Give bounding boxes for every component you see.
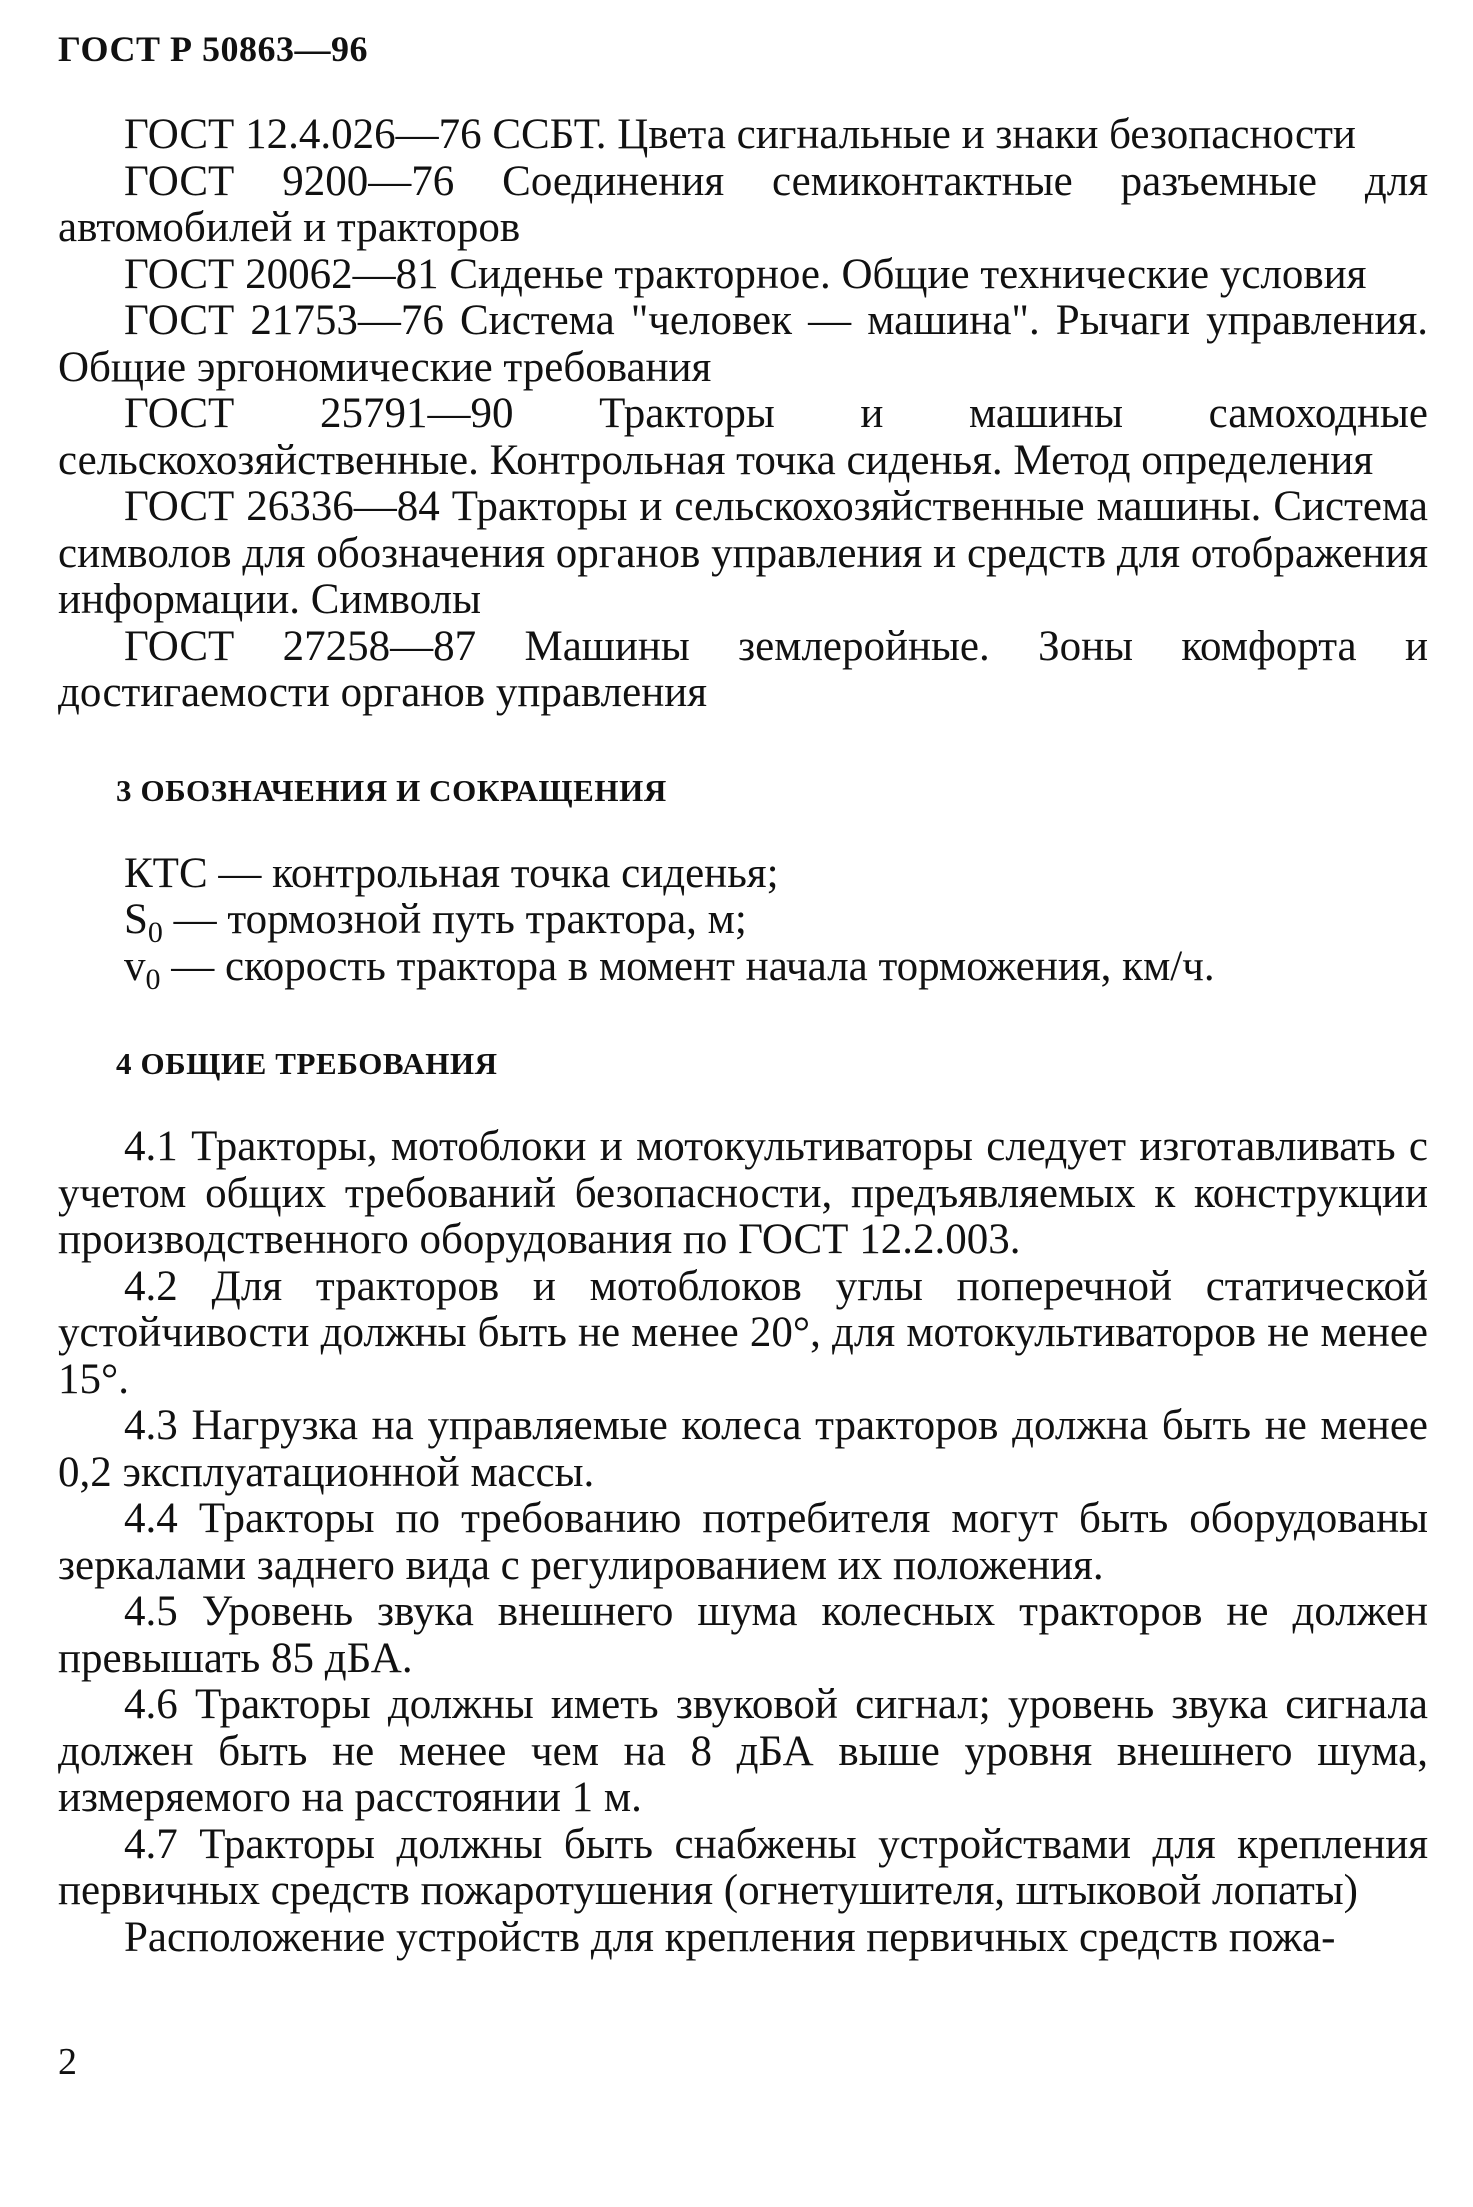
reference-item: ГОСТ 20062—81 Сиденье тракторное. Общие технические условия [124,250,1367,298]
page-number: 2 [58,2041,77,2083]
reference-item: ГОСТ 25791—90 Тракторы и машины самоходные сельскохозяйственные. Контрольная точка сиденья. Метод определения [58,390,1428,484]
clause-paragraph: 4.7 Тракторы должны быть снабжены устройствами для крепления первичных средств пожаротушения (огнетушителя, штыковой лопаты) [58,1820,1428,1914]
abbreviation-item [58,942,1428,996]
abbreviation-item [58,896,1428,949]
abbreviation-definition: — скорость трактора в момент начала торможения, км/ч. [160,942,1215,990]
clause-paragraph: 4.3 Нагрузка на управляемые колеса тракторов должна быть не менее 0,2 эксплуатационной массы. [58,1402,1428,1496]
abbreviation-subscript: 0 [147,916,163,949]
abbreviation-definition: — контрольная точка сиденья; [207,849,779,897]
clause-paragraph: 4.4 Тракторы по требованию потребителя могут быть оборудованы зеркалами заднего вида с регулированием их положения. [58,1495,1428,1589]
reference-item: ГОСТ 12.4.026—76 ССБТ. Цвета сигнальные и знаки безопасности [124,111,1356,158]
abbreviation-subscript: 0 [145,962,161,996]
reference-item: ГОСТ 26336—84 Тракторы и сельскохозяйственные машины. Система символов для обозначения органов управления и средств для отображения информации. Символы [58,483,1428,623]
reference-item: ГОСТ 9200—76 Соединения семиконтактные разъемные для автомобилей и тракторов [58,157,1428,251]
abbreviation-symbol: КТС [124,849,208,897]
body-text [58,112,1428,1961]
abbreviation-list [58,849,1428,996]
section-4-heading: 4 ОБЩИЕ ТРЕБОВАНИЯ [116,1046,498,1081]
abbreviation-item [58,851,1428,898]
clause-paragraph: Расположение устройств для крепления первичных средств пожа- [124,1913,1336,1961]
abbreviation-symbol: v [124,942,146,990]
reference-item: ГОСТ 27258—87 Машины землеройные. Зоны комфорта и достигаемости органов управления [58,622,1428,716]
abbreviation-symbol: S [124,896,148,943]
clause-paragraph: 4.6 Тракторы должны иметь звуковой сигнал; уровень звука сигнала должен быть не менее чем на 8 дБА выше уровня внешнего шума, измеряемого на расстоянии 1 м. [58,1681,1428,1821]
running-head: ГОСТ Р 50863—96 [58,29,368,69]
abbreviation-definition: — тормозной путь трактора, м; [162,896,747,943]
clause-paragraph: 4.5 Уровень звука внешнего шума колесных тракторов не должен превышать 85 дБА. [58,1588,1428,1682]
clause-paragraph: 4.1 Тракторы, мотоблоки и мотокультиваторы следует изготавливать с учетом общих требований безопасности, предъявляемых к конструкции производственного оборудования по ГОСТ 12.2.003. [58,1123,1428,1263]
clause-paragraph: 4.2 Для тракторов и мотоблоков углы поперечной статической устойчивости должны быть не менее 20°, для мотокультиваторов не менее 15°. [58,1262,1428,1403]
section-3-heading: 3 ОБОЗНАЧЕНИЯ И СОКРАЩЕНИЯ [116,772,667,808]
reference-item: ГОСТ 21753—76 Система "человек — машина". Рычаги управления. Общие эргономические требования [58,297,1428,391]
